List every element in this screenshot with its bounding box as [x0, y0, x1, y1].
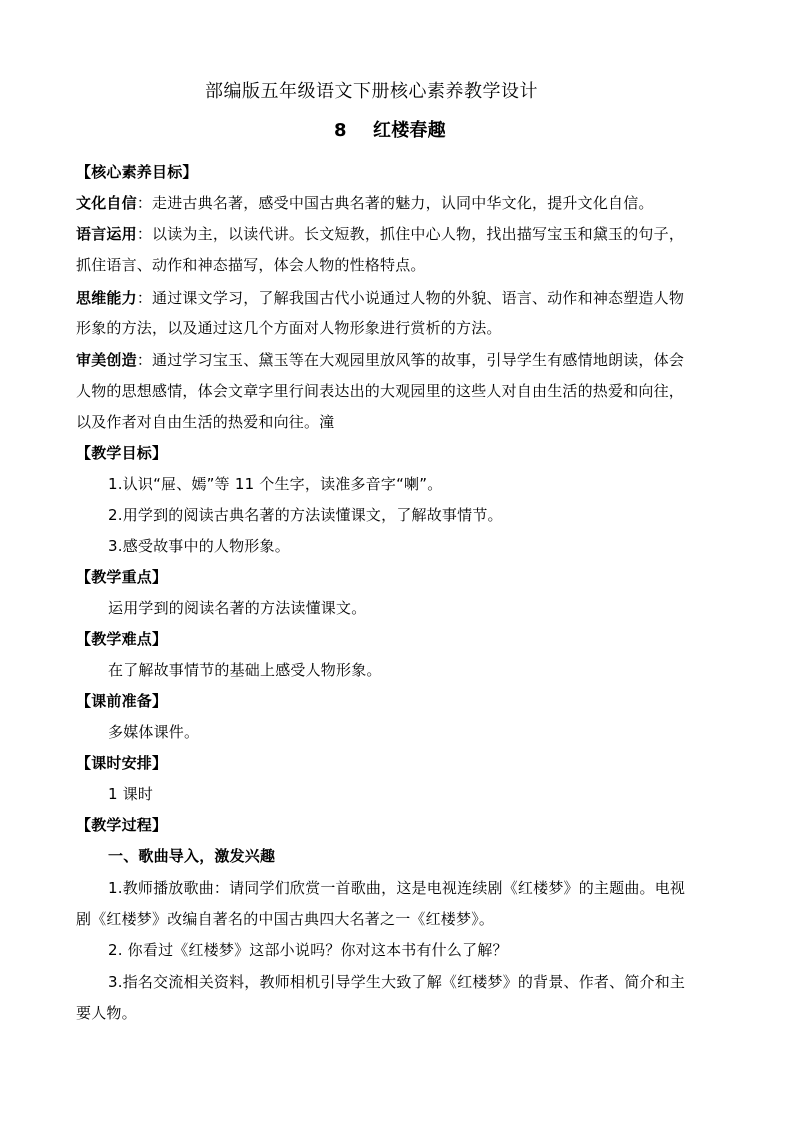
schedule-text: 1 课时 — [108, 785, 154, 803]
process-step-title: 一、歌曲导入，激发兴趣 — [108, 847, 276, 865]
core-goal-language-line-2: 抓住语言、动作和神态描写，体会人物的性格特点。 — [76, 256, 426, 274]
process-item-3-line-2: 要人物。 — [76, 1004, 137, 1022]
core-goal-thinking-line-1 — [76, 288, 684, 308]
lesson-number: 8 — [334, 120, 347, 141]
core-goal-aesthetic-line-3: 以及作者对自由生活的热爱和向往。潼 — [76, 413, 335, 431]
schedule-heading: 【课时安排】 — [76, 754, 168, 772]
teaching-goal-item: 2.用学到的阅读古典名著的方法读懂课文，了解故事情节。 — [108, 506, 503, 524]
difficulties-heading: 【教学难点】 — [76, 630, 168, 648]
core-goals-heading: 【核心素养目标】 — [76, 163, 198, 181]
core-goal-aesthetic-line-1 — [76, 350, 684, 370]
preparation-text: 多媒体课件。 — [108, 723, 200, 741]
core-goal-text: ：通过学习宝玉、黛玉等在大观园里放风筝的故事，引导学生有感情地朗读，体会 — [136, 351, 685, 369]
core-goal-label: 文化自信 — [76, 194, 137, 212]
core-goal-label: 审美创造 — [76, 351, 137, 369]
core-goal-language-line-1 — [76, 224, 684, 244]
process-item-2: 2. 你看过《红楼梦》这部小说吗？你对这本书有什么了解？ — [108, 941, 508, 959]
key-points-text: 运用学到的阅读名著的方法读懂课文。 — [108, 599, 367, 617]
process-item-3-line-1: 3.指名交流相关资料，教师相机引导学生大致了解《红楼梦》的背景、作者、简介和主 — [108, 973, 686, 991]
difficulties-text: 在了解故事情节的基础上感受人物形象。 — [108, 661, 382, 679]
process-heading: 【教学过程】 — [76, 816, 168, 834]
core-goal-aesthetic-line-2: 人物的思想感情，体会文章字里行间表达出的大观园里的这些人对自由生活的热爱和向往， — [76, 382, 685, 400]
preparation-heading: 【课前准备】 — [76, 692, 168, 710]
core-goal-culture — [76, 193, 654, 213]
core-goal-label: 思维能力 — [76, 289, 137, 307]
teaching-goal-item: 1.认识“屉、嫣”等 11 个生字，读准多音字“喇”。 — [108, 475, 443, 493]
lesson-title: 红楼春趣 — [373, 120, 446, 141]
core-goal-label: 语言运用 — [76, 225, 137, 243]
core-goal-text: ：以读为主，以读代讲。长文短教，抓住中心人物，找出描写宝玉和黛玉的句子， — [136, 225, 685, 243]
document-title: 部编版五年级语文下册核心素养教学设计 — [205, 81, 538, 102]
key-points-heading: 【教学重点】 — [76, 568, 168, 586]
teaching-goal-item: 3.感受故事中的人物形象。 — [108, 537, 290, 555]
teaching-goals-heading: 【教学目标】 — [76, 444, 168, 462]
process-item-1-line-2: 剧《红楼梦》改编自著名的中国古典四大名著之一《红楼梦》。 — [76, 910, 495, 928]
core-goal-text: ：走进古典名著，感受中国古典名著的魅力，认同中华文化，提升文化自信。 — [136, 194, 654, 212]
core-goal-text: ：通过课文学习，了解我国古代小说通过人物的外貌、语言、动作和神态塑造人物 — [136, 289, 685, 307]
process-item-1-line-1: 1.教师播放歌曲：请同学们欣赏一首歌曲，这是电视连续剧《红楼梦》的主题曲。电视 — [108, 879, 686, 897]
core-goal-thinking-line-2: 形象的方法，以及通过这几个方面对人物形象进行赏析的方法。 — [76, 319, 502, 337]
